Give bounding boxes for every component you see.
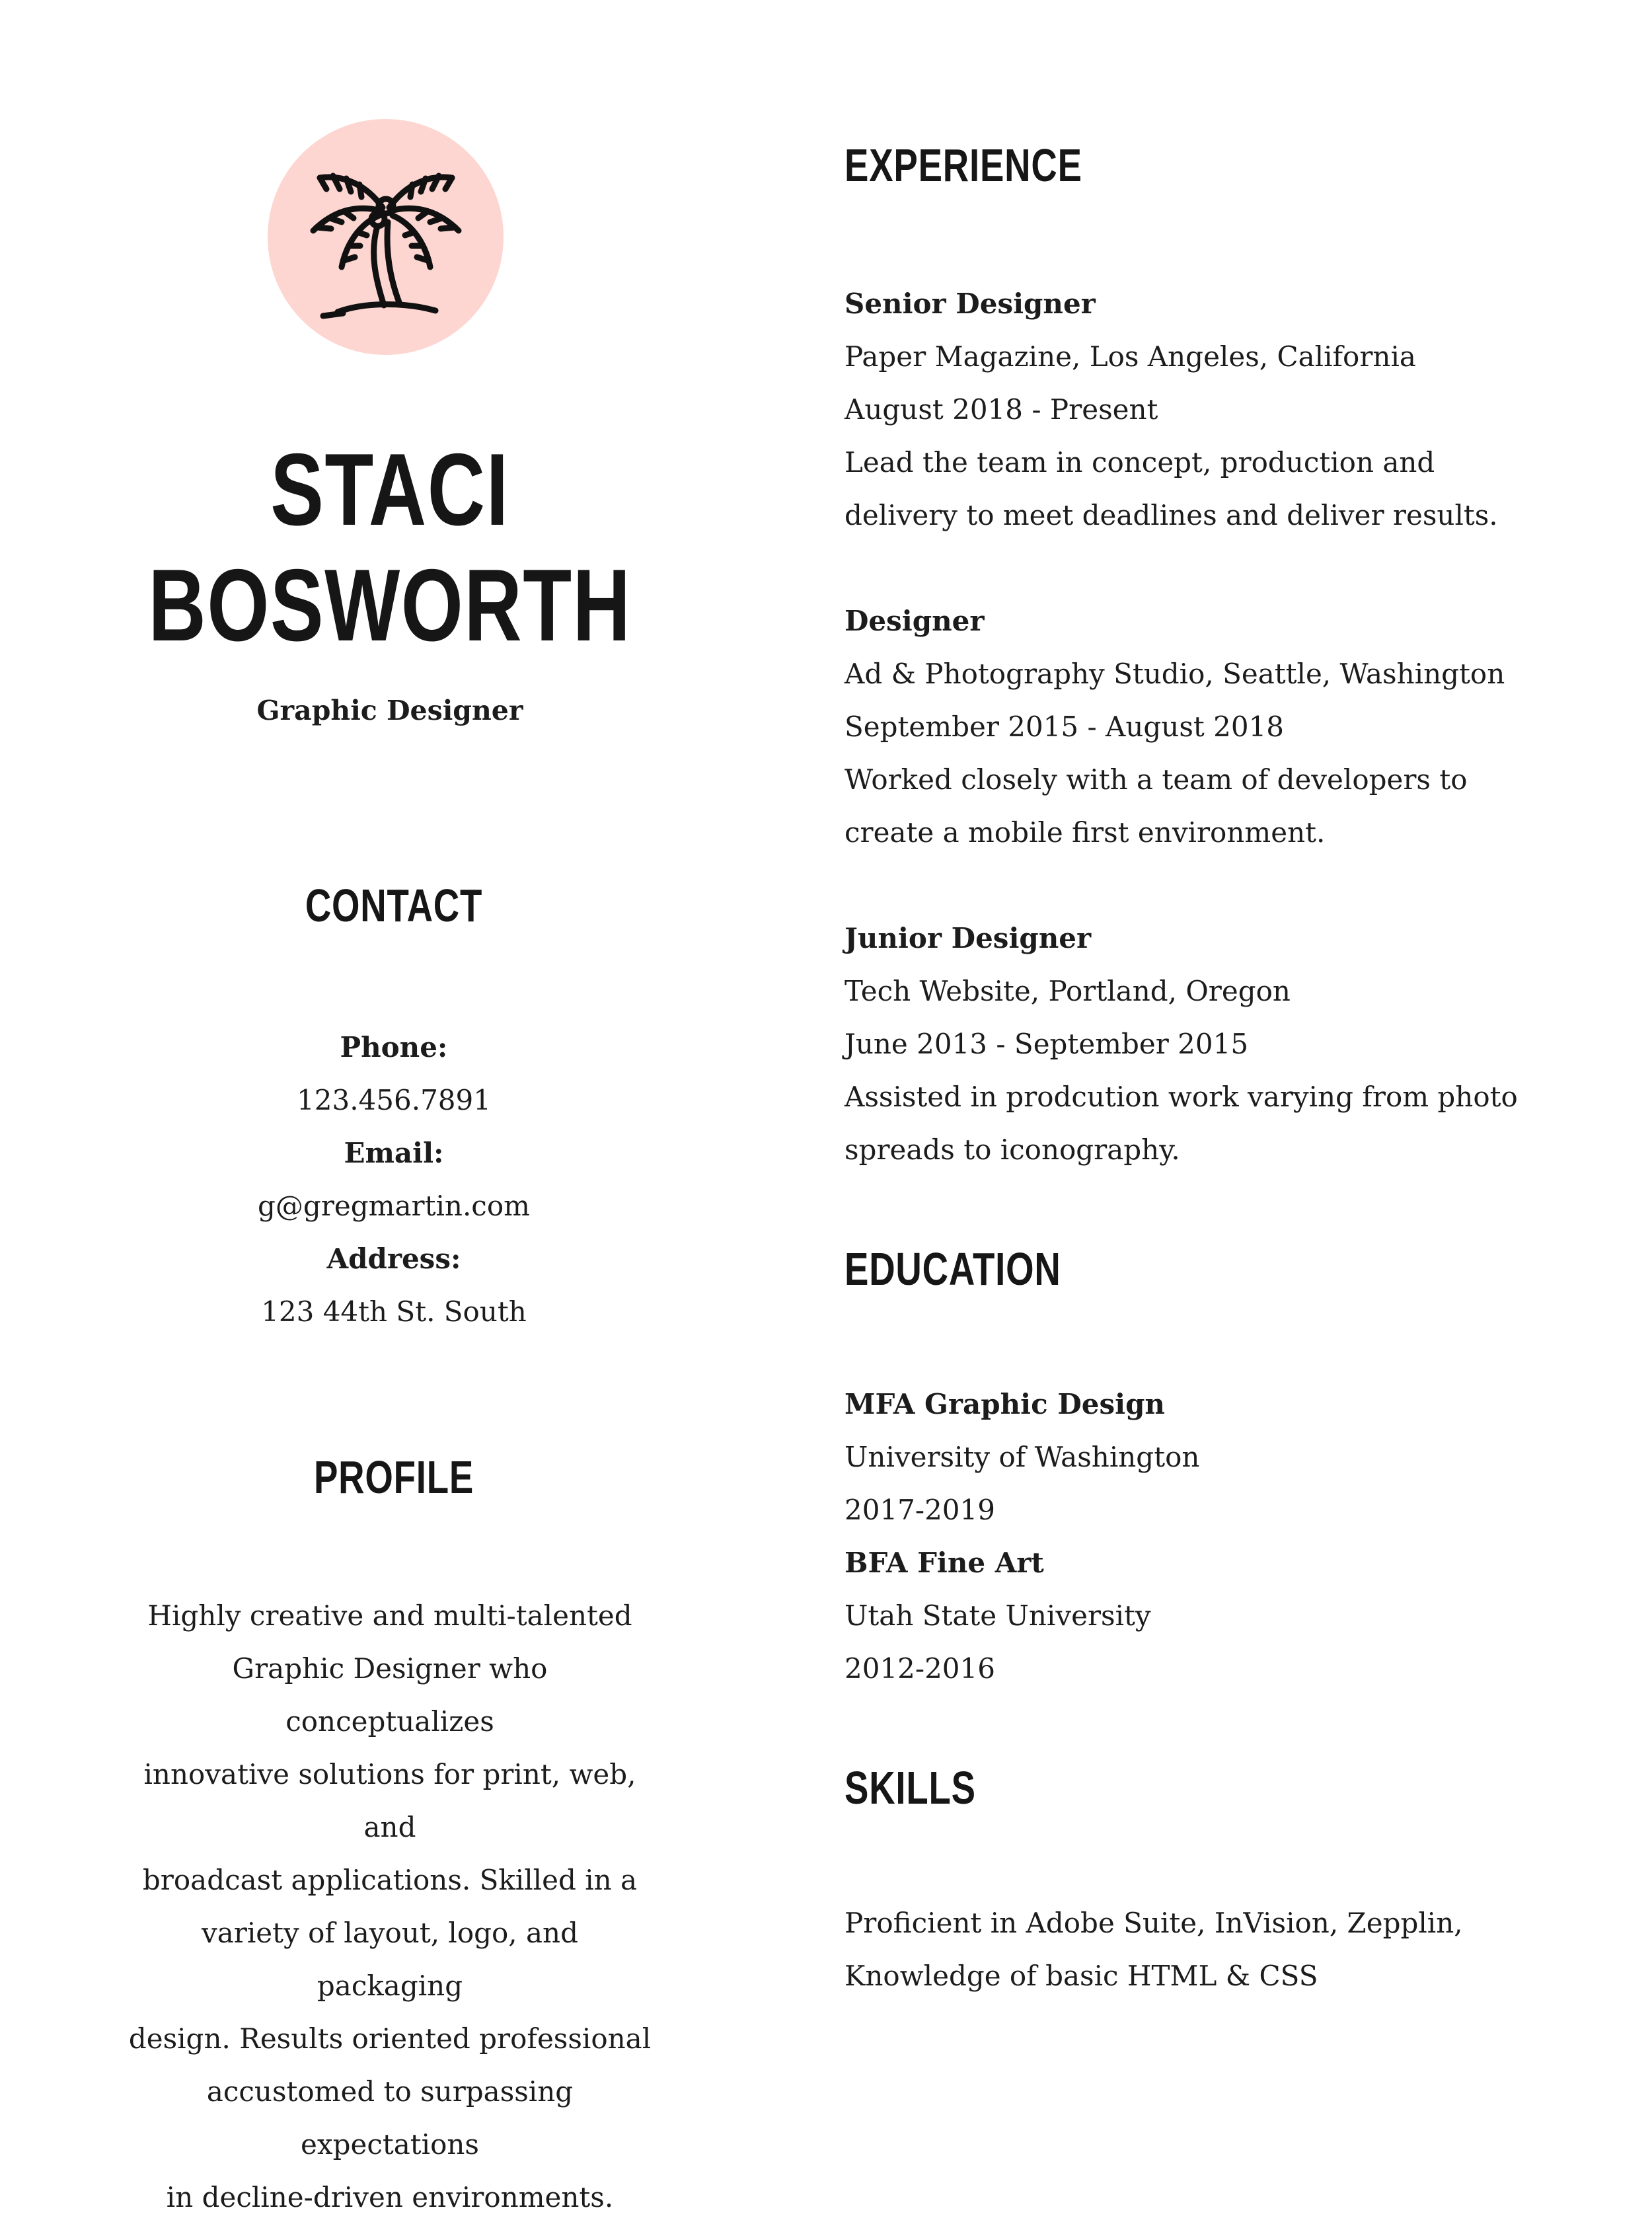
address-label: Address:	[326, 1243, 461, 1275]
profile-line: accustomed to surpassing expectations	[206, 2075, 574, 2161]
last-name: BOSWORTH	[148, 548, 632, 662]
skills-line: Proficient in Adobe Suite, InVision, Zepplin,	[845, 1907, 1463, 1939]
profile-line: broadcast applications. Skilled in a	[142, 1864, 638, 1896]
first-name: STACI	[270, 432, 509, 547]
left-column	[0, 0, 780, 2213]
job-title: Designer	[845, 605, 985, 637]
degree: MFA Graphic Design	[845, 1388, 1165, 1420]
address-value: 123 44th St. South	[261, 1295, 527, 1328]
years: 2017-2019	[845, 1494, 995, 1526]
experience-entry	[845, 278, 1604, 542]
phone-value: 123.456.7891	[297, 1084, 491, 1116]
contact-heading: CONTACT	[305, 880, 483, 931]
email-value: g@gregmartin.com	[258, 1190, 530, 1222]
experience-heading: EXPERIENCE	[845, 139, 1082, 191]
job-description-line: Lead the team in concept, production and	[845, 446, 1435, 479]
job-company: Ad & Photography Studio, Seattle, Washington	[845, 658, 1505, 690]
job-description-line: create a mobile first environment.	[845, 816, 1326, 849]
email-label: Email:	[344, 1137, 444, 1169]
profile-line: innovative solutions for print, web, and	[143, 1758, 636, 1843]
profile-heading: PROFILE	[313, 1451, 474, 1503]
job-title: Junior Designer	[845, 922, 1092, 954]
profile-line: Graphic Designer who conceptualizes	[232, 1652, 548, 1738]
contact-details	[63, 1021, 724, 1338]
profile-line: design. Results oriented professional	[128, 2022, 652, 2055]
palm-tree-icon	[303, 148, 469, 326]
logo-badge	[268, 119, 504, 355]
job-dates: June 2013 - September 2015	[845, 1028, 1249, 1060]
job-company: Paper Magazine, Los Angeles, California	[845, 340, 1416, 373]
years: 2012-2016	[845, 1652, 995, 1685]
job-description-line: delivery to meet deadlines and deliver results.	[845, 499, 1498, 531]
experience-entry	[845, 912, 1604, 1176]
phone-label: Phone:	[340, 1031, 448, 1063]
education-heading: EDUCATION	[845, 1243, 1061, 1295]
skills-text	[845, 1897, 1604, 2003]
job-dates: August 2018 - Present	[845, 393, 1158, 426]
skills-heading: SKILLS	[845, 1762, 976, 1814]
job-role: Graphic Designer	[256, 695, 523, 726]
school: Utah State University	[845, 1599, 1151, 1632]
job-dates: September 2015 - August 2018	[845, 710, 1285, 743]
job-description-line: Worked closely with a team of developers to	[845, 763, 1468, 796]
education-list	[845, 1378, 1604, 1695]
skills-line: Knowledge of basic HTML & CSS	[845, 1960, 1318, 1992]
job-description-line: spreads to iconography.	[845, 1133, 1180, 1166]
job-title: Senior Designer	[845, 288, 1096, 320]
job-description-line: Assisted in prodcution work varying from photo	[845, 1081, 1518, 1113]
profile-line: variety of layout, logo, and packaging	[202, 1917, 578, 2002]
experience-entry	[845, 595, 1604, 859]
job-company: Tech Website, Portland, Oregon	[845, 975, 1291, 1007]
school: University of Washington	[845, 1441, 1200, 1473]
right-column	[845, 0, 1604, 2138]
profile-line: in decline-driven environments.	[166, 2181, 614, 2213]
degree: BFA Fine Art	[845, 1547, 1044, 1579]
profile-line: Highly creative and multi-talented	[147, 1599, 632, 1632]
profile-summary	[126, 1590, 654, 2224]
